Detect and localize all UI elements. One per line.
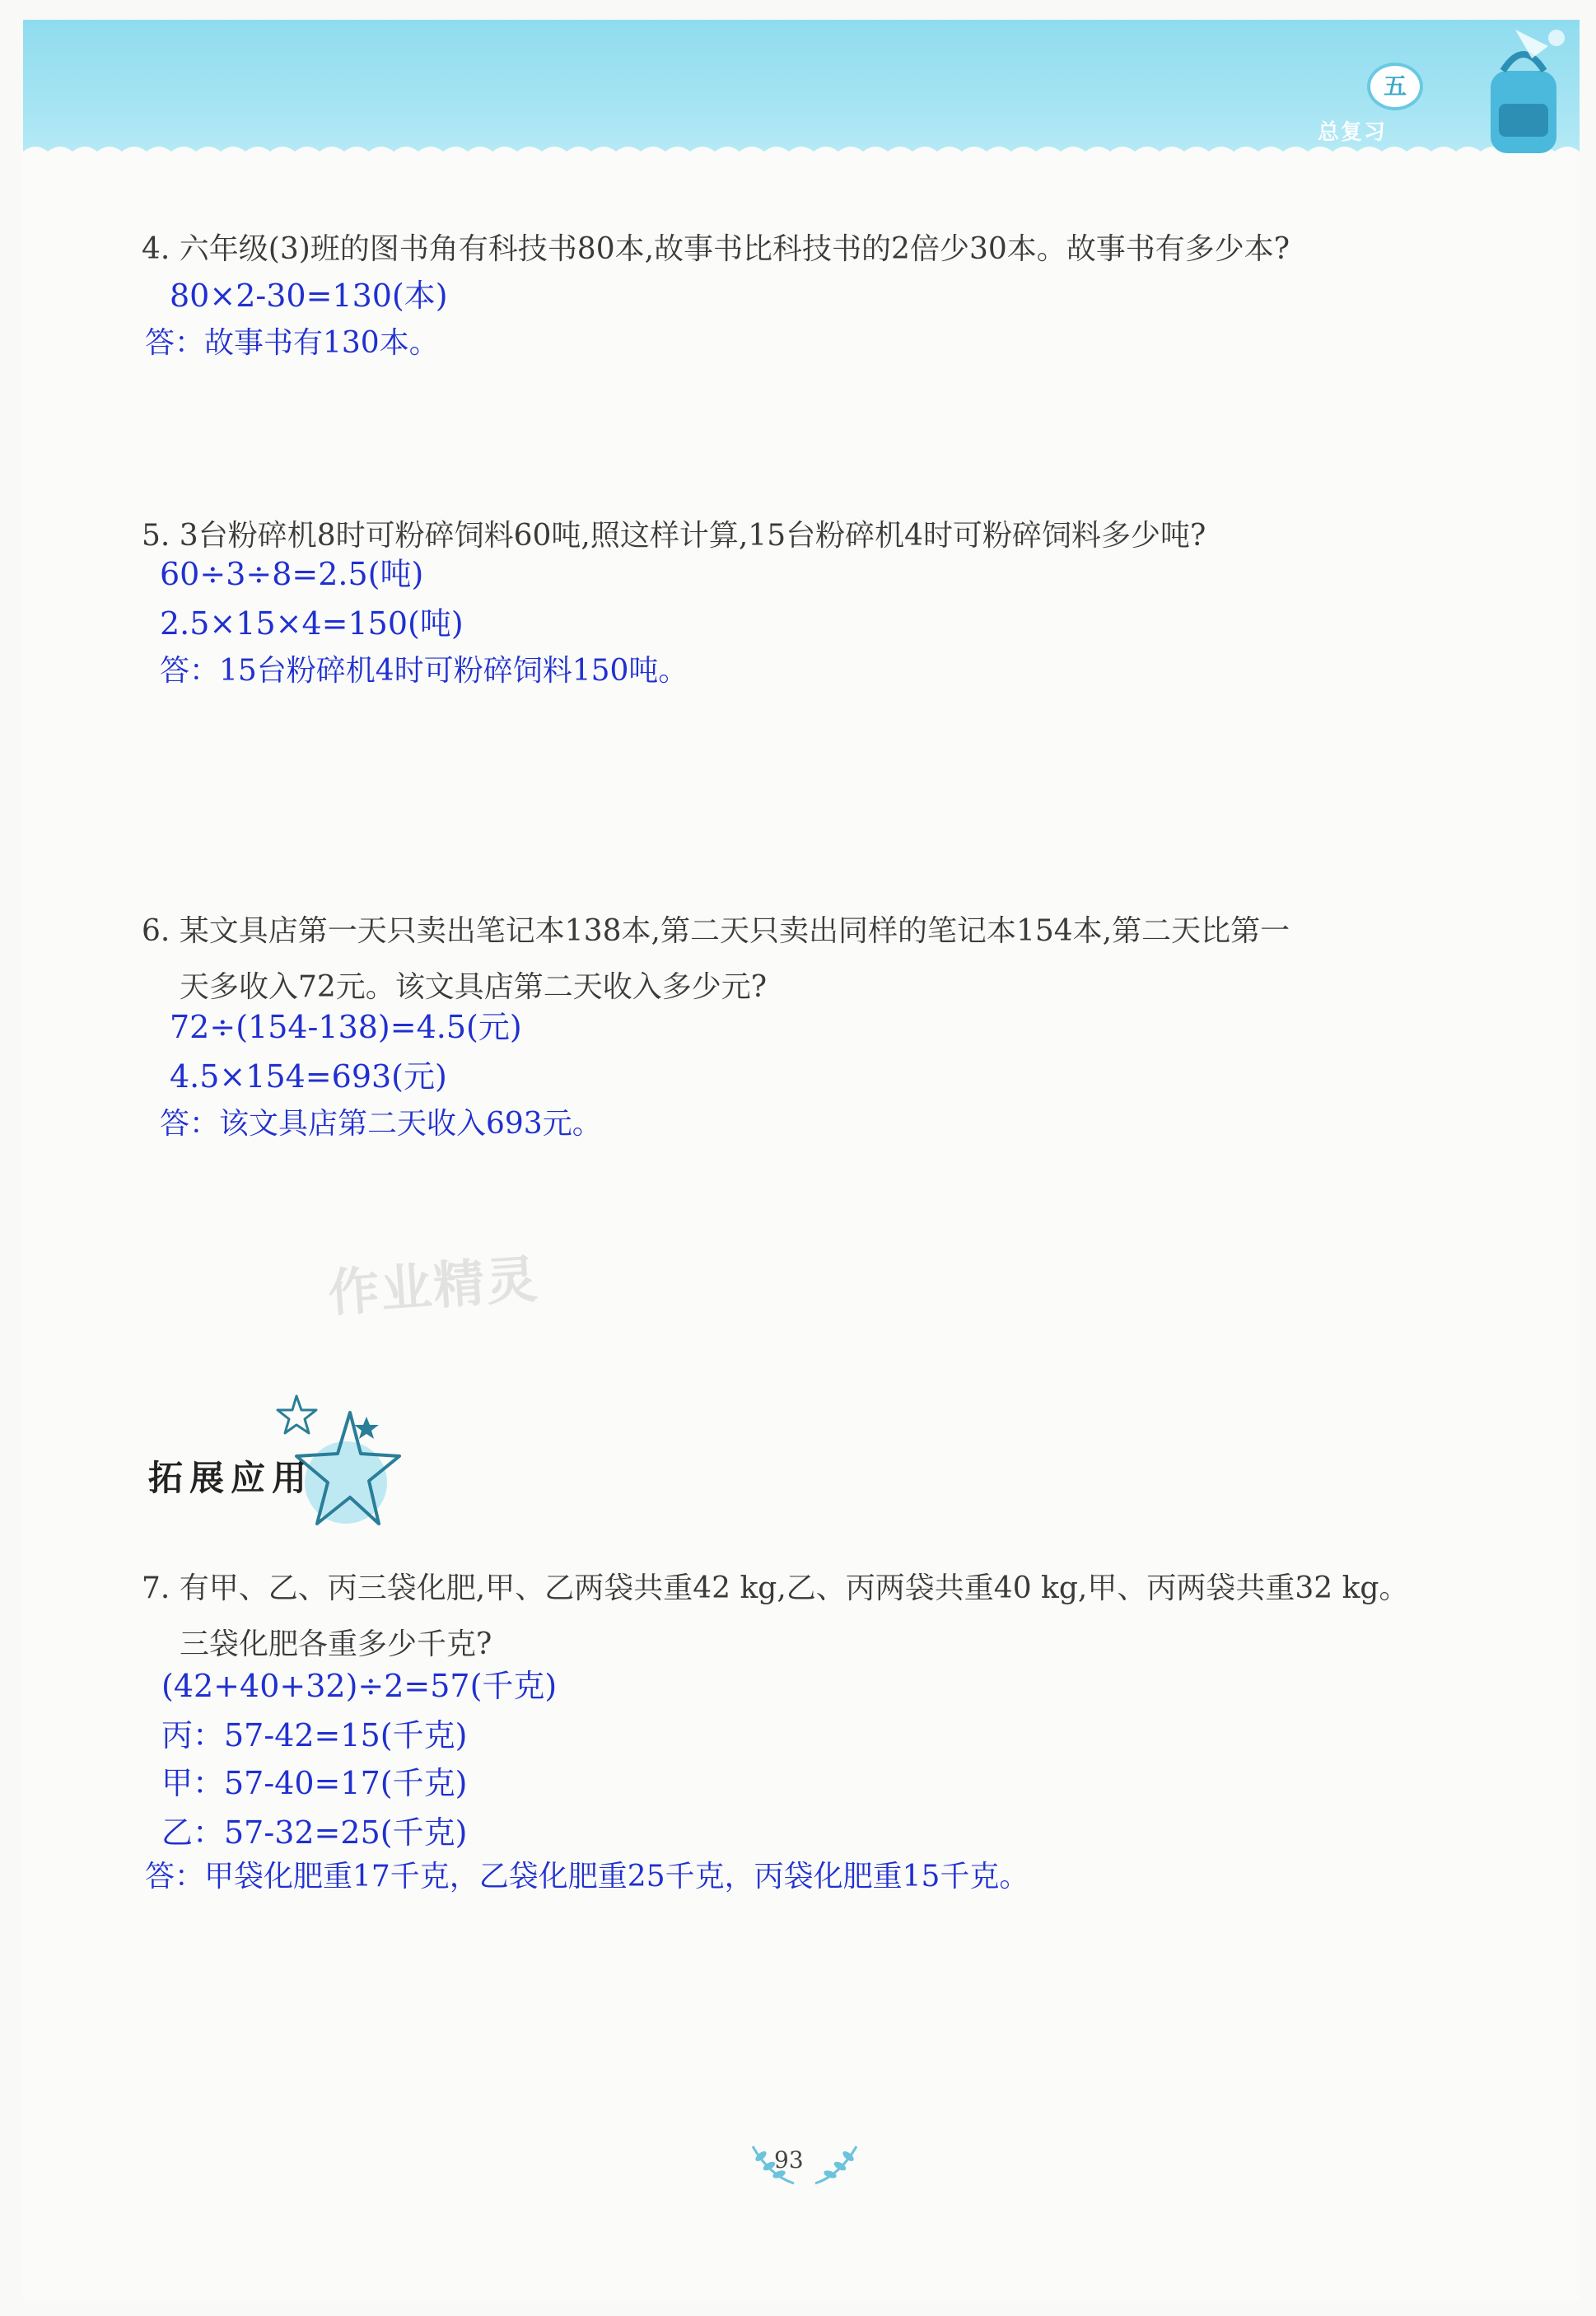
question-7-prompt-line-1: 7. 有甲、乙、丙三袋化肥,甲、乙两袋共重42 kg,乙、丙两袋共重40 kg,甲、丙两袋共重32 kg。 [142,1571,1409,1605]
question-6-prompt-line-1: 6. 某文具店第一天只卖出笔记本138本,第二天只卖出同样的笔记本154本,第二天比第一 [142,914,1290,948]
unit-badge: 五 [1367,63,1423,110]
question-7-work-1: (42+40+32)÷2=57(千克) [161,1668,558,1704]
section-name-label: 总复习 [1318,120,1388,145]
question-5-work-1: 60÷3÷8=2.5(吨) [160,556,424,592]
question-4-prompt: 4. 六年级(3)班的图书角有科技书80本,故事书比科技书的2倍少30本。故事书有多少本? [142,232,1290,266]
question-4-answer: 答：故事书有130本。 [145,326,439,360]
backpack-icon [1466,21,1581,161]
laurel-right-icon [807,2138,873,2188]
question-6-work-2: 4.5×154=693(元) [170,1058,447,1095]
watermark-center: 作业精灵 [326,1249,541,1324]
question-7-answer: 答：甲袋化肥重17千克，乙袋化肥重25千克，丙袋化肥重15千克。 [145,1860,1029,1893]
section-title: 拓展应用 [148,1458,314,1498]
question-5-work-2: 2.5×15×4=150(吨) [160,605,464,642]
question-6-answer: 答：该文具店第二天收入693元。 [160,1107,602,1141]
question-7-prompt-line-2: 三袋化肥各重多少千克? [180,1627,492,1661]
question-4-work-1: 80×2-30=130(本) [170,278,448,314]
question-6-work-1: 72÷(154-138)=4.5(元) [170,1009,522,1045]
question-6-prompt-line-2: 天多收入72元。该文具店第二天收入多少元? [180,970,768,1004]
question-5-prompt: 5. 3台粉碎机8时可粉碎饲料60吨,照这样计算,15台粉碎机4时可粉碎饲料多少吨? [142,519,1206,553]
question-7-work-3: 甲：57-40=17(千克) [161,1765,468,1801]
page-number: 93 [774,2146,804,2174]
page-sheet [23,20,1580,2301]
question-7-work-2: 丙：57-42=15(千克) [161,1717,468,1753]
question-5-answer: 答：15台粉碎机4时可粉碎饲料150吨。 [160,654,688,688]
question-7-work-4: 乙：57-32=25(千克) [161,1814,468,1851]
